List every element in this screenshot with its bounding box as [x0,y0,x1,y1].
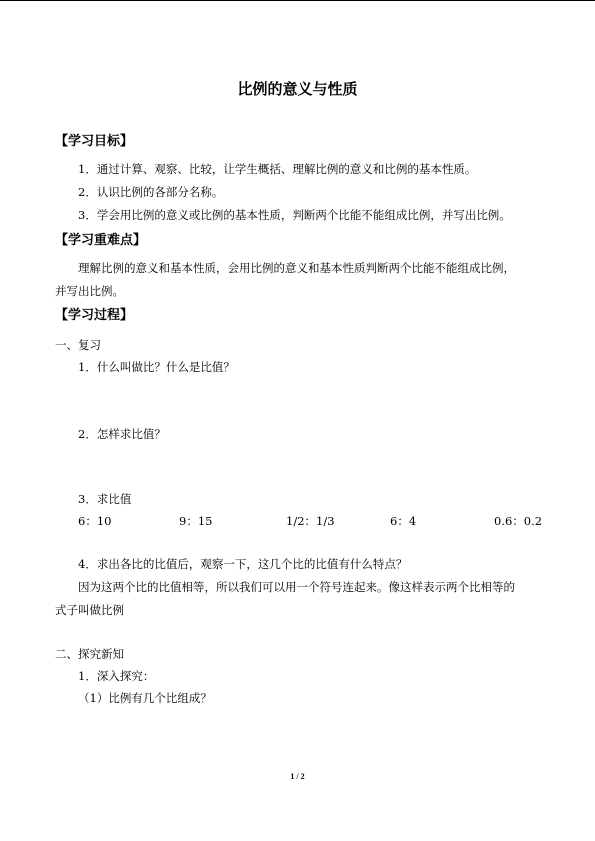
top-border-line [0,0,595,1]
ratio-4: 6：4 [390,514,417,528]
review-question-1: 1．什么叫做比？什么是比值？ [78,360,235,374]
explore-sub-1: （1）比例有几个比组成？ [78,691,212,705]
process-heading: 【学习过程】 [55,308,134,323]
explore-label: 二、探究新知 [55,647,124,661]
page-title: 比例的意义与性质 [237,80,358,98]
key-points-line-1: 理解比例的意义和基本性质，会用比例的意义和基本性质判断两个比能不能组成比例， [78,261,515,275]
review-label: 一、复习 [55,338,101,352]
review-question-2: 2．怎样求比值？ [78,427,166,441]
review-question-3: 3．求比值 [78,492,132,506]
goal-item-2: 2．认识比例的各部分名称。 [78,185,224,199]
ratio-5: 0.6：0.2 [494,514,543,528]
key-points-heading: 【学习重难点】 [55,233,147,248]
review-explain-line-1: 因为这两个比的比值相等，所以我们可以用一个符号连起来。像这样表示两个比相等的 [78,580,515,594]
ratio-2: 9：15 [179,514,213,528]
goal-item-1: 1．通过计算、观察、比较，让学生概括、理解比例的意义和比例的基本性质。 [78,162,477,176]
goals-heading: 【学习目标】 [55,134,134,149]
review-explain-line-2: 式子叫做比例 [55,603,124,617]
ratio-1: 6：10 [78,514,112,528]
ratio-3: 1/2：1/3 [286,514,335,528]
review-question-4: 4．求出各比的比值后，观察一下，这几个比的比值有什么特点？ [78,557,408,571]
goal-item-3: 3．学会用比例的意义或比例的基本性质，判断两个比能不能组成比例，并写出比例。 [78,208,511,222]
key-points-line-2: 并写出比例。 [55,284,124,298]
explore-item-1: 1．深入探究： [78,669,155,683]
page-number: 1 / 2 [290,772,305,781]
